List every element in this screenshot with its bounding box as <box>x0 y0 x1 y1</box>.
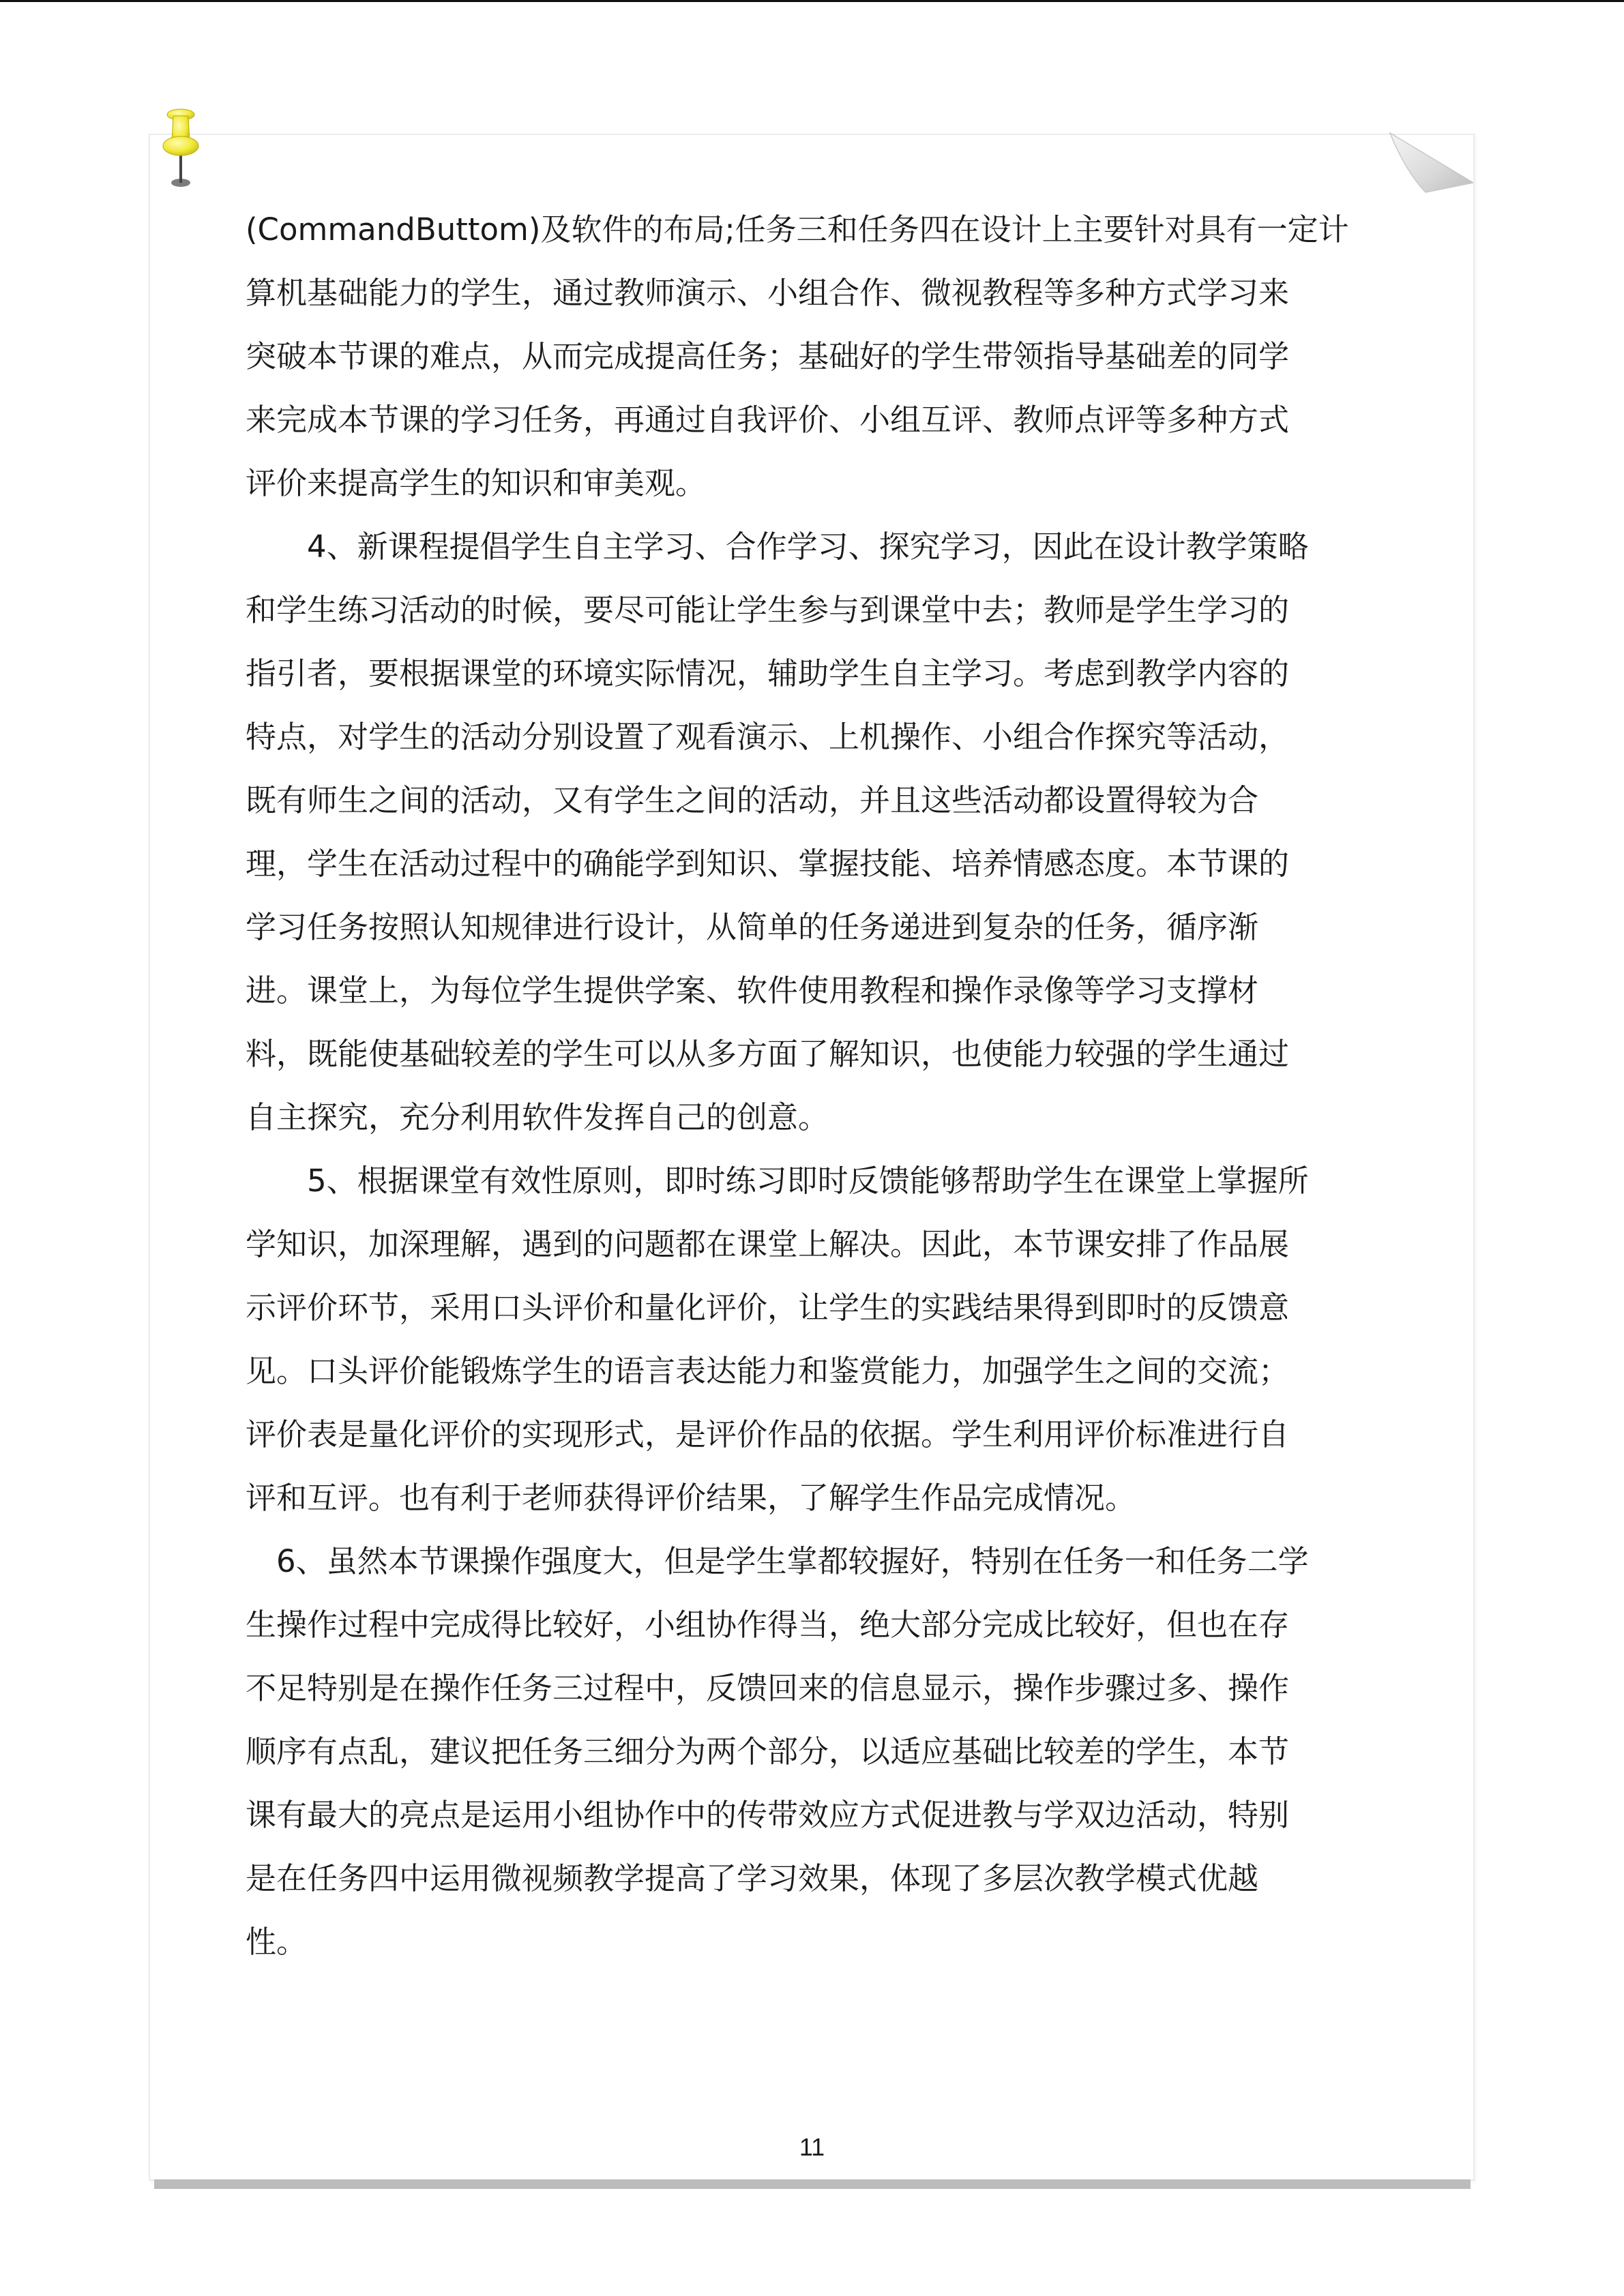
page-number: 11 <box>799 2133 825 2161</box>
text-line: 生操作过程中完成得比较好，小组协作得当，绝大部分完成比较好，但也在存 <box>246 1607 1290 1643</box>
page-curl-icon <box>1385 130 1473 198</box>
pushpin-icon <box>158 106 203 188</box>
text-line: 理，学生在活动过程中的确能学到知识、掌握技能、培养情感态度。本节课的 <box>246 846 1290 882</box>
text-line: 是在任务四中运用微视频教学提高了学习效果，体现了多层次教学模式优越 <box>246 1860 1259 1896</box>
text-line: 料，既能使基础较差的学生可以从多方面了解知识，也使能力较强的学生通过 <box>246 1036 1290 1072</box>
text-line: 评和互评。也有利于老师获得评价结果，了解学生作品完成情况。 <box>246 1480 1136 1516</box>
text-line: 算机基础能力的学生，通过教师演示、小组合作、微视教程等多种方式学习来 <box>246 275 1290 311</box>
text-line: 不足特别是在操作任务三过程中，反馈回来的信息显示，操作步骤过多、操作 <box>246 1670 1290 1706</box>
document-body <box>246 198 1378 1973</box>
text-line: (CommandButtom)及软件的布局;任务三和任务四在设计上主要针对具有一定计 <box>246 211 1349 248</box>
text-line: 性。 <box>246 1924 308 1960</box>
text-line: 学习任务按照认知规律进行设计，从简单的任务递进到复杂的任务，循序渐 <box>246 909 1259 945</box>
text-line: 示评价环节，采用口头评价和量化评价，让学生的实践结果得到即时的反馈意 <box>246 1289 1290 1326</box>
text-line: 5、根据课堂有效性原则，即时练习即时反馈能够帮助学生在课堂上掌握所 <box>246 1163 1309 1199</box>
text-line: 顺序有点乱，建议把任务三细分为两个部分，以适应基础比较差的学生，本节 <box>246 1733 1290 1770</box>
text-line: 4、新课程提倡学生自主学习、合作学习、探究学习，因此在设计教学策略 <box>246 528 1309 565</box>
window-top-border <box>0 0 1624 2</box>
text-line: 评价来提高学生的知识和审美观。 <box>246 465 707 501</box>
text-line: 突破本节课的难点，从而完成提高任务；基础好的学生带领指导基础差的同学 <box>246 338 1290 374</box>
text-line: 6、虽然本节课操作强度大，但是学生掌都较握好，特别在任务一和任务二学 <box>246 1543 1309 1579</box>
page-bottom-shadow <box>154 2179 1471 2189</box>
text-line: 见。口头评价能锻炼学生的语言表达能力和鉴赏能力，加强学生之间的交流； <box>246 1353 1290 1389</box>
text-line: 来完成本节课的学习任务，再通过自我评价、小组互评、教师点评等多种方式 <box>246 402 1290 438</box>
text-line: 课有最大的亮点是运用小组协作中的传带效应方式促进教与学双边活动，特别 <box>246 1797 1290 1833</box>
text-line: 指引者，要根据课堂的环境实际情况，辅助学生自主学习。考虑到教学内容的 <box>246 655 1290 691</box>
text-line: 和学生练习活动的时候，要尽可能让学生参与到课堂中去；教师是学生学习的 <box>246 592 1290 628</box>
text-line: 评价表是量化评价的实现形式，是评价作品的依据。学生利用评价标准进行自 <box>246 1416 1290 1452</box>
text-line: 自主探究，充分利用软件发挥自己的创意。 <box>246 1099 829 1135</box>
text-line: 特点，对学生的活动分别设置了观看演示、上机操作、小组合作探究等活动， <box>246 719 1290 755</box>
text-line: 进。课堂上，为每位学生提供学案、软件使用教程和操作录像等学习支撑材 <box>246 972 1259 1009</box>
text-line: 学知识，加深理解，遇到的问题都在课堂上解决。因此，本节课安排了作品展 <box>246 1226 1290 1262</box>
text-line: 既有师生之间的活动，又有学生之间的活动，并且这些活动都设置得较为合 <box>246 782 1259 818</box>
